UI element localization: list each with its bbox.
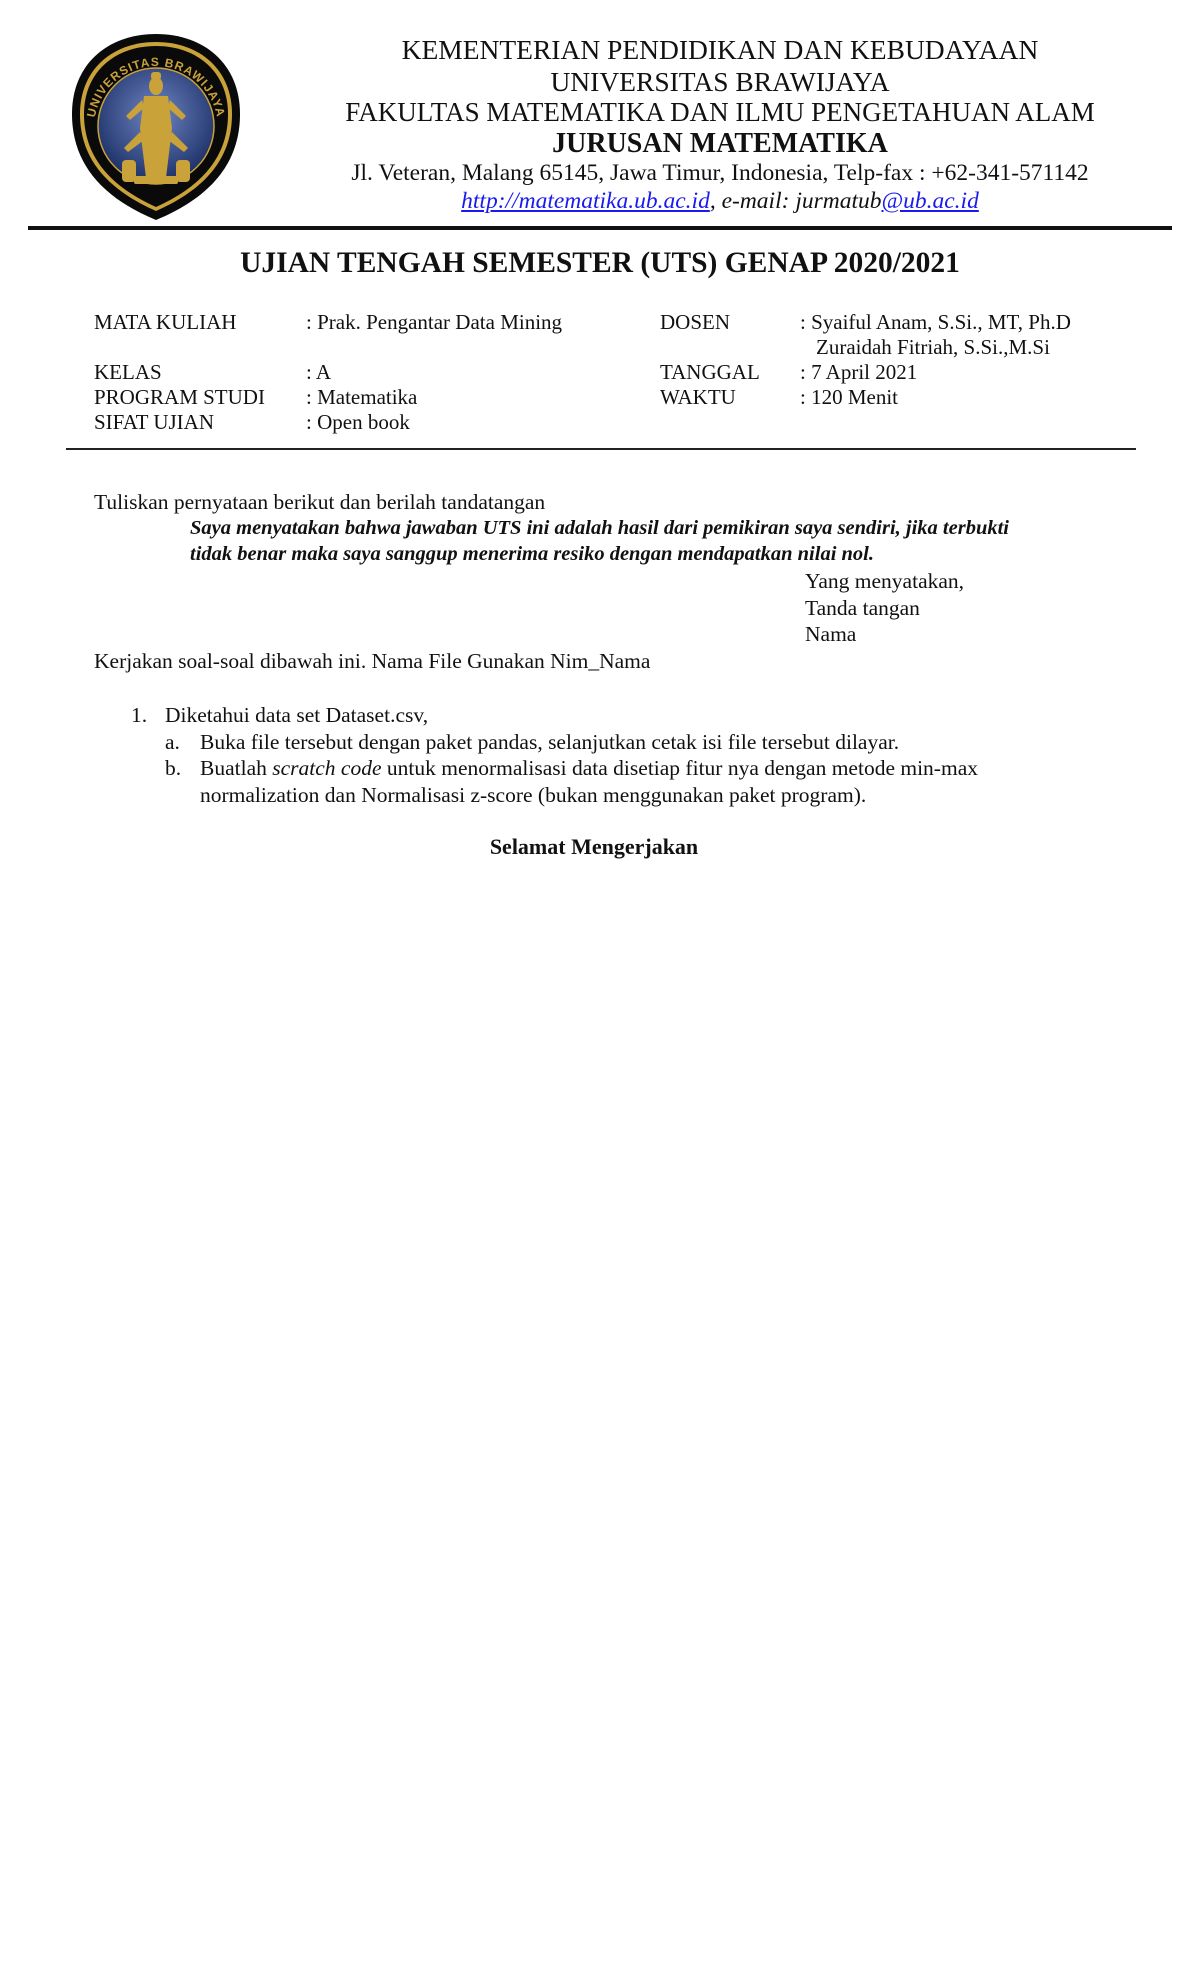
statement-line-2: tidak benar maka saya sanggup menerima resiko dengan mendapatkan nilai nol. [190, 543, 874, 565]
exam-title: UJIAN TENGAH SEMESTER (UTS) GENAP 2020/2021 [240, 247, 960, 279]
question-1b-line-2: normalization dan Normalisasi z-score (bukan menggunakan paket program). [200, 783, 867, 807]
dosen-value-2: Zuraidah Fitriah, S.Si.,M.Si [816, 335, 1050, 359]
website-link[interactable]: http://matematika.ub.ac.id [461, 188, 710, 214]
question-1a-text: Buka file tersebut dengan paket pandas, selanjutkan cetak isi file tersebut dilayar. [200, 730, 900, 754]
email-domain-link[interactable]: @ub.ac.id [881, 188, 979, 214]
header-faculty: FAKULTAS MATEMATIKA DAN ILMU PENGETAHUAN ALAM [345, 97, 1095, 127]
header-divider [28, 226, 1172, 230]
closing-text: Selamat Mengerjakan [489, 834, 699, 859]
tanggal-label: TANGGAL [660, 360, 760, 384]
header-ministry: KEMENTERIAN PENDIDIKAN DAN KEBUDAYAAN [401, 34, 1039, 65]
waktu-label: WAKTU [660, 385, 736, 409]
program-studi-label: PROGRAM STUDI [94, 385, 265, 409]
dosen-value-1: : Syaiful Anam, S.Si., MT, Ph.D [800, 310, 1071, 334]
kelas-label: KELAS [94, 360, 162, 384]
info-divider [66, 448, 1136, 450]
question-1b-italic: scratch code [272, 756, 382, 780]
question-1b-post: untuk menormalisasi data disetiap fitur nya dengan metode min-max [381, 756, 978, 780]
university-logo [64, 28, 248, 224]
kelas-value: : A [306, 360, 332, 384]
sifat-ujian-value: : Open book [306, 410, 410, 434]
sign-tanda-tangan: Tanda tangan [805, 596, 920, 620]
sign-yang-menyatakan: Yang menyatakan, [805, 569, 965, 593]
mata-kuliah-label: MATA KULIAH [94, 310, 237, 334]
mata-kuliah-value: : Prak. Pengantar Data Mining [306, 310, 563, 334]
question-1b-text [200, 756, 978, 781]
logo-text: UNIVERSITAS BRAWIJAYA [83, 54, 229, 119]
waktu-value: : 120 Menit [800, 385, 898, 409]
statement-intro: Tuliskan pernyataan berikut dan berilah tandatangan [94, 490, 546, 514]
header-university: UNIVERSITAS BRAWIJAYA [550, 66, 890, 97]
sifat-ujian-label: SIFAT UJIAN [94, 410, 214, 434]
question-1a-label: a. [165, 730, 180, 754]
sign-nama: Nama [805, 622, 857, 646]
question-1-number: 1. [131, 703, 148, 727]
email-prefix: , e-mail: jurmatub [709, 188, 882, 214]
question-1b-pre: Buatlah [200, 756, 273, 780]
instructions: Kerjakan soal-soal dibawah ini. Nama File Gunakan Nim_Nama [94, 649, 651, 673]
dosen-label: DOSEN [660, 310, 731, 334]
question-1b-label: b. [165, 756, 182, 780]
statement-line-1: Saya menyatakan bahwa jawaban UTS ini adalah hasil dari pemikiran saya sendiri, jika terbukti [190, 517, 1009, 539]
program-studi-value: : Matematika [306, 385, 418, 409]
tanggal-value: : 7 April 2021 [800, 360, 918, 384]
question-1-text: Diketahui data set Dataset.csv, [165, 703, 429, 727]
header-address: Jl. Veteran, Malang 65145, Jawa Timur, Indonesia, Telp-fax : +62-341-571142 [351, 160, 1089, 186]
header-department: JURUSAN MATEMATIKA [552, 128, 888, 159]
header-contact [300, 188, 1140, 215]
